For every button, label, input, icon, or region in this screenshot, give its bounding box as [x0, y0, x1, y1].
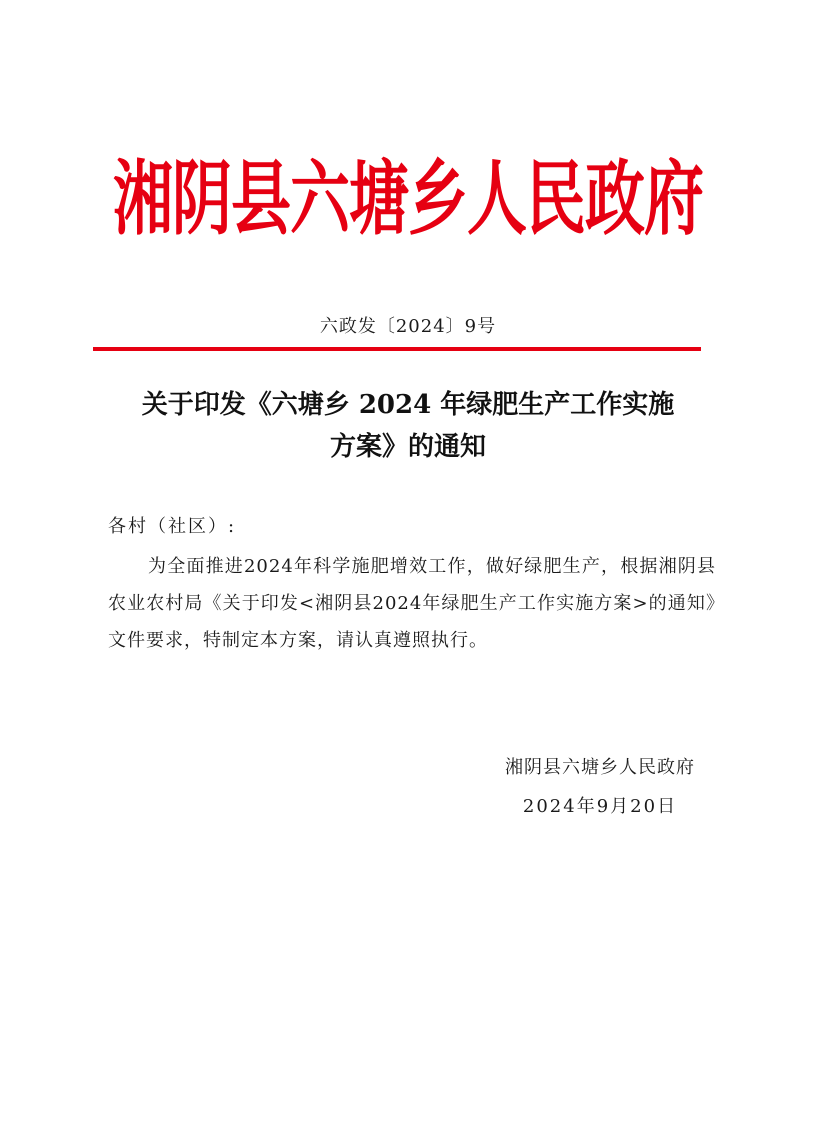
signature-organization: 湘阴县六塘乡人民政府: [505, 757, 695, 778]
signature-date: 2024年9月20日: [522, 796, 678, 817]
masthead-title: 湘阴县六塘乡人民政府: [113, 152, 703, 248]
document-title-line-2: 方案》的通知: [329, 432, 486, 462]
document-title: [100, 384, 716, 468]
document-title-line-1: 关于印发《六塘乡 2024 年绿肥生产工作实施: [141, 390, 675, 420]
body-paragraph: 为全面推进2024年科学施肥增效工作，做好绿肥生产，根据湘阴县农业农村局《关于印发<湘阴县2024年绿肥生产工作实施方案>的通知》文件要求，特制定本方案，请认真遵照执行。: [108, 556, 716, 651]
salutation: 各村（社区）:: [108, 516, 237, 537]
red-separator-line: [93, 347, 701, 351]
document-number: 六政发〔2024〕9号: [319, 316, 497, 337]
